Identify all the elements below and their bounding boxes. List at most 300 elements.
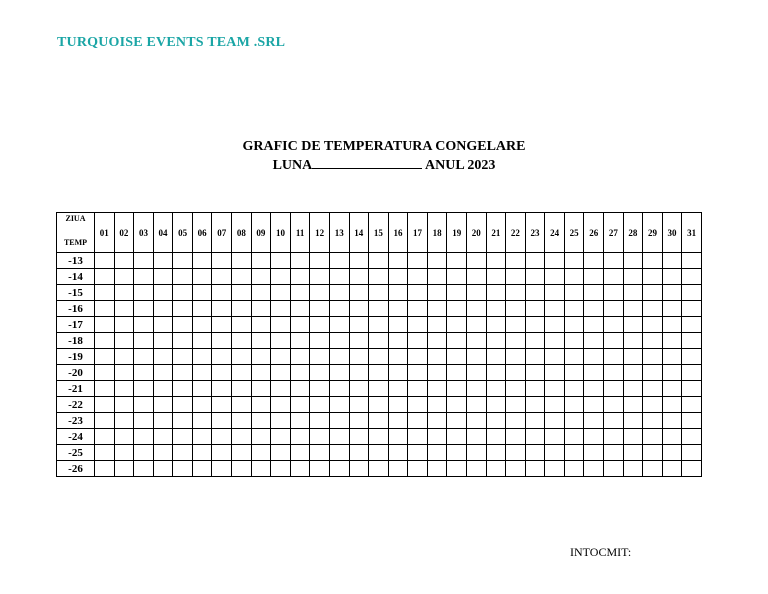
grid-cell[interactable] (212, 461, 232, 477)
grid-cell[interactable] (506, 301, 526, 317)
grid-cell[interactable] (114, 349, 134, 365)
grid-cell[interactable] (427, 461, 447, 477)
grid-cell[interactable] (584, 461, 604, 477)
grid-cell[interactable] (369, 381, 389, 397)
grid-cell[interactable] (623, 381, 643, 397)
grid-cell[interactable] (271, 285, 291, 301)
grid-cell[interactable] (682, 285, 702, 301)
grid-cell[interactable] (310, 269, 330, 285)
grid-cell[interactable] (427, 365, 447, 381)
grid-cell[interactable] (232, 301, 252, 317)
grid-cell[interactable] (290, 365, 310, 381)
grid-cell[interactable] (466, 333, 486, 349)
grid-cell[interactable] (408, 269, 428, 285)
grid-cell[interactable] (134, 461, 154, 477)
grid-cell[interactable] (682, 349, 702, 365)
grid-cell[interactable] (173, 285, 193, 301)
grid-cell[interactable] (114, 365, 134, 381)
grid-cell[interactable] (466, 253, 486, 269)
grid-cell[interactable] (564, 269, 584, 285)
grid-cell[interactable] (545, 429, 565, 445)
grid-cell[interactable] (114, 333, 134, 349)
grid-cell[interactable] (564, 445, 584, 461)
grid-cell[interactable] (388, 365, 408, 381)
grid-cell[interactable] (643, 301, 663, 317)
grid-cell[interactable] (232, 253, 252, 269)
grid-cell[interactable] (564, 317, 584, 333)
grid-cell[interactable] (604, 365, 624, 381)
grid-cell[interactable] (232, 269, 252, 285)
grid-cell[interactable] (271, 461, 291, 477)
grid-cell[interactable] (95, 445, 115, 461)
grid-cell[interactable] (408, 253, 428, 269)
grid-cell[interactable] (212, 365, 232, 381)
grid-cell[interactable] (232, 285, 252, 301)
grid-cell[interactable] (486, 349, 506, 365)
grid-cell[interactable] (447, 253, 467, 269)
grid-cell[interactable] (604, 349, 624, 365)
grid-cell[interactable] (643, 381, 663, 397)
grid-cell[interactable] (486, 253, 506, 269)
grid-cell[interactable] (251, 429, 271, 445)
grid-cell[interactable] (310, 253, 330, 269)
grid-cell[interactable] (623, 413, 643, 429)
grid-cell[interactable] (643, 429, 663, 445)
grid-cell[interactable] (525, 365, 545, 381)
grid-cell[interactable] (545, 365, 565, 381)
grid-cell[interactable] (682, 381, 702, 397)
grid-cell[interactable] (584, 349, 604, 365)
grid-cell[interactable] (134, 301, 154, 317)
grid-cell[interactable] (604, 269, 624, 285)
grid-cell[interactable] (525, 461, 545, 477)
grid-cell[interactable] (134, 269, 154, 285)
grid-cell[interactable] (212, 349, 232, 365)
grid-cell[interactable] (251, 285, 271, 301)
grid-cell[interactable] (564, 301, 584, 317)
grid-cell[interactable] (95, 365, 115, 381)
grid-cell[interactable] (427, 381, 447, 397)
grid-cell[interactable] (447, 301, 467, 317)
grid-cell[interactable] (232, 381, 252, 397)
grid-cell[interactable] (466, 397, 486, 413)
grid-cell[interactable] (329, 317, 349, 333)
grid-cell[interactable] (623, 317, 643, 333)
grid-cell[interactable] (447, 349, 467, 365)
grid-cell[interactable] (643, 445, 663, 461)
grid-cell[interactable] (369, 397, 389, 413)
grid-cell[interactable] (682, 253, 702, 269)
grid-cell[interactable] (643, 461, 663, 477)
grid-cell[interactable] (604, 333, 624, 349)
grid-cell[interactable] (447, 333, 467, 349)
grid-cell[interactable] (329, 269, 349, 285)
grid-cell[interactable] (545, 397, 565, 413)
grid-cell[interactable] (329, 253, 349, 269)
grid-cell[interactable] (525, 333, 545, 349)
grid-cell[interactable] (369, 301, 389, 317)
grid-cell[interactable] (251, 413, 271, 429)
grid-cell[interactable] (153, 461, 173, 477)
grid-cell[interactable] (153, 397, 173, 413)
grid-cell[interactable] (134, 429, 154, 445)
grid-cell[interactable] (662, 269, 682, 285)
grid-cell[interactable] (114, 445, 134, 461)
grid-cell[interactable] (290, 349, 310, 365)
grid-cell[interactable] (329, 333, 349, 349)
grid-cell[interactable] (271, 429, 291, 445)
grid-cell[interactable] (95, 285, 115, 301)
grid-cell[interactable] (662, 429, 682, 445)
grid-cell[interactable] (329, 429, 349, 445)
grid-cell[interactable] (486, 381, 506, 397)
grid-cell[interactable] (212, 429, 232, 445)
grid-cell[interactable] (408, 381, 428, 397)
grid-cell[interactable] (466, 445, 486, 461)
grid-cell[interactable] (251, 253, 271, 269)
grid-cell[interactable] (232, 365, 252, 381)
grid-cell[interactable] (251, 317, 271, 333)
grid-cell[interactable] (290, 317, 310, 333)
grid-cell[interactable] (506, 317, 526, 333)
grid-cell[interactable] (271, 317, 291, 333)
grid-cell[interactable] (271, 397, 291, 413)
grid-cell[interactable] (290, 445, 310, 461)
grid-cell[interactable] (134, 413, 154, 429)
grid-cell[interactable] (369, 413, 389, 429)
grid-cell[interactable] (369, 445, 389, 461)
grid-cell[interactable] (427, 269, 447, 285)
grid-cell[interactable] (369, 253, 389, 269)
grid-cell[interactable] (153, 413, 173, 429)
grid-cell[interactable] (134, 349, 154, 365)
grid-cell[interactable] (192, 381, 212, 397)
grid-cell[interactable] (506, 365, 526, 381)
grid-cell[interactable] (134, 445, 154, 461)
grid-cell[interactable] (643, 365, 663, 381)
grid-cell[interactable] (310, 349, 330, 365)
grid-cell[interactable] (486, 413, 506, 429)
grid-cell[interactable] (95, 413, 115, 429)
grid-cell[interactable] (153, 285, 173, 301)
grid-cell[interactable] (545, 253, 565, 269)
grid-cell[interactable] (310, 285, 330, 301)
grid-cell[interactable] (506, 269, 526, 285)
grid-cell[interactable] (369, 285, 389, 301)
grid-cell[interactable] (271, 349, 291, 365)
grid-cell[interactable] (584, 429, 604, 445)
grid-cell[interactable] (173, 381, 193, 397)
grid-cell[interactable] (290, 333, 310, 349)
grid-cell[interactable] (251, 381, 271, 397)
grid-cell[interactable] (545, 461, 565, 477)
grid-cell[interactable] (251, 349, 271, 365)
grid-cell[interactable] (369, 269, 389, 285)
grid-cell[interactable] (662, 445, 682, 461)
grid-cell[interactable] (349, 397, 369, 413)
grid-cell[interactable] (447, 365, 467, 381)
grid-cell[interactable] (192, 445, 212, 461)
grid-cell[interactable] (173, 413, 193, 429)
grid-cell[interactable] (643, 317, 663, 333)
grid-cell[interactable] (584, 413, 604, 429)
grid-cell[interactable] (329, 381, 349, 397)
grid-cell[interactable] (623, 269, 643, 285)
grid-cell[interactable] (643, 253, 663, 269)
grid-cell[interactable] (251, 269, 271, 285)
grid-cell[interactable] (466, 317, 486, 333)
grid-cell[interactable] (525, 445, 545, 461)
grid-cell[interactable] (525, 429, 545, 445)
grid-cell[interactable] (584, 269, 604, 285)
grid-cell[interactable] (349, 301, 369, 317)
grid-cell[interactable] (192, 285, 212, 301)
grid-cell[interactable] (427, 429, 447, 445)
grid-cell[interactable] (290, 269, 310, 285)
grid-cell[interactable] (349, 413, 369, 429)
grid-cell[interactable] (486, 285, 506, 301)
grid-cell[interactable] (662, 365, 682, 381)
grid-cell[interactable] (134, 397, 154, 413)
grid-cell[interactable] (584, 253, 604, 269)
grid-cell[interactable] (545, 349, 565, 365)
grid-cell[interactable] (212, 301, 232, 317)
grid-cell[interactable] (584, 365, 604, 381)
grid-cell[interactable] (134, 365, 154, 381)
grid-cell[interactable] (310, 317, 330, 333)
grid-cell[interactable] (212, 413, 232, 429)
grid-cell[interactable] (388, 429, 408, 445)
grid-cell[interactable] (427, 413, 447, 429)
grid-cell[interactable] (388, 381, 408, 397)
grid-cell[interactable] (662, 333, 682, 349)
grid-cell[interactable] (623, 333, 643, 349)
grid-cell[interactable] (408, 365, 428, 381)
grid-cell[interactable] (310, 301, 330, 317)
grid-cell[interactable] (486, 461, 506, 477)
grid-cell[interactable] (153, 445, 173, 461)
grid-cell[interactable] (545, 381, 565, 397)
grid-cell[interactable] (447, 269, 467, 285)
grid-cell[interactable] (388, 333, 408, 349)
grid-cell[interactable] (662, 301, 682, 317)
grid-cell[interactable] (232, 429, 252, 445)
grid-cell[interactable] (447, 445, 467, 461)
grid-cell[interactable] (408, 333, 428, 349)
grid-cell[interactable] (682, 269, 702, 285)
grid-cell[interactable] (486, 445, 506, 461)
grid-cell[interactable] (682, 397, 702, 413)
grid-cell[interactable] (173, 445, 193, 461)
grid-cell[interactable] (408, 317, 428, 333)
grid-cell[interactable] (114, 461, 134, 477)
grid-cell[interactable] (525, 381, 545, 397)
grid-cell[interactable] (427, 445, 447, 461)
grid-cell[interactable] (643, 285, 663, 301)
grid-cell[interactable] (271, 301, 291, 317)
grid-cell[interactable] (349, 253, 369, 269)
grid-cell[interactable] (682, 365, 702, 381)
grid-cell[interactable] (153, 333, 173, 349)
grid-cell[interactable] (114, 381, 134, 397)
grid-cell[interactable] (408, 397, 428, 413)
grid-cell[interactable] (486, 429, 506, 445)
grid-cell[interactable] (310, 333, 330, 349)
grid-cell[interactable] (604, 317, 624, 333)
grid-cell[interactable] (134, 253, 154, 269)
grid-cell[interactable] (682, 301, 702, 317)
grid-cell[interactable] (408, 429, 428, 445)
grid-cell[interactable] (506, 429, 526, 445)
grid-cell[interactable] (95, 269, 115, 285)
grid-cell[interactable] (153, 381, 173, 397)
grid-cell[interactable] (369, 365, 389, 381)
grid-cell[interactable] (604, 429, 624, 445)
grid-cell[interactable] (643, 413, 663, 429)
grid-cell[interactable] (369, 461, 389, 477)
grid-cell[interactable] (427, 397, 447, 413)
grid-cell[interactable] (310, 397, 330, 413)
grid-cell[interactable] (506, 397, 526, 413)
grid-cell[interactable] (408, 349, 428, 365)
grid-cell[interactable] (604, 301, 624, 317)
grid-cell[interactable] (466, 269, 486, 285)
grid-cell[interactable] (408, 285, 428, 301)
grid-cell[interactable] (408, 301, 428, 317)
grid-cell[interactable] (192, 317, 212, 333)
grid-cell[interactable] (251, 397, 271, 413)
grid-cell[interactable] (623, 285, 643, 301)
grid-cell[interactable] (604, 253, 624, 269)
grid-cell[interactable] (349, 349, 369, 365)
grid-cell[interactable] (584, 333, 604, 349)
grid-cell[interactable] (506, 253, 526, 269)
grid-cell[interactable] (408, 461, 428, 477)
grid-cell[interactable] (427, 285, 447, 301)
grid-cell[interactable] (486, 269, 506, 285)
grid-cell[interactable] (623, 349, 643, 365)
grid-cell[interactable] (604, 445, 624, 461)
grid-cell[interactable] (114, 285, 134, 301)
grid-cell[interactable] (212, 381, 232, 397)
grid-cell[interactable] (564, 461, 584, 477)
grid-cell[interactable] (95, 397, 115, 413)
grid-cell[interactable] (192, 301, 212, 317)
grid-cell[interactable] (525, 269, 545, 285)
grid-cell[interactable] (506, 349, 526, 365)
grid-cell[interactable] (388, 461, 408, 477)
grid-cell[interactable] (95, 301, 115, 317)
grid-cell[interactable] (447, 413, 467, 429)
grid-cell[interactable] (232, 461, 252, 477)
grid-cell[interactable] (173, 301, 193, 317)
grid-cell[interactable] (349, 381, 369, 397)
grid-cell[interactable] (623, 461, 643, 477)
grid-cell[interactable] (427, 349, 447, 365)
grid-cell[interactable] (584, 445, 604, 461)
grid-cell[interactable] (643, 397, 663, 413)
grid-cell[interactable] (212, 253, 232, 269)
grid-cell[interactable] (369, 333, 389, 349)
grid-cell[interactable] (329, 349, 349, 365)
grid-cell[interactable] (525, 413, 545, 429)
grid-cell[interactable] (564, 381, 584, 397)
grid-cell[interactable] (232, 413, 252, 429)
grid-cell[interactable] (388, 317, 408, 333)
grid-cell[interactable] (212, 285, 232, 301)
grid-cell[interactable] (604, 397, 624, 413)
grid-cell[interactable] (662, 349, 682, 365)
grid-cell[interactable] (310, 445, 330, 461)
grid-cell[interactable] (153, 365, 173, 381)
grid-cell[interactable] (564, 413, 584, 429)
grid-cell[interactable] (506, 381, 526, 397)
grid-cell[interactable] (95, 333, 115, 349)
grid-cell[interactable] (604, 461, 624, 477)
grid-cell[interactable] (525, 301, 545, 317)
grid-cell[interactable] (662, 461, 682, 477)
grid-cell[interactable] (506, 333, 526, 349)
grid-cell[interactable] (623, 397, 643, 413)
grid-cell[interactable] (153, 253, 173, 269)
grid-cell[interactable] (427, 317, 447, 333)
grid-cell[interactable] (349, 445, 369, 461)
grid-cell[interactable] (662, 253, 682, 269)
grid-cell[interactable] (682, 413, 702, 429)
grid-cell[interactable] (271, 413, 291, 429)
grid-cell[interactable] (427, 253, 447, 269)
grid-cell[interactable] (192, 333, 212, 349)
grid-cell[interactable] (192, 365, 212, 381)
grid-cell[interactable] (369, 349, 389, 365)
grid-cell[interactable] (447, 381, 467, 397)
grid-cell[interactable] (545, 317, 565, 333)
grid-cell[interactable] (643, 333, 663, 349)
grid-cell[interactable] (290, 429, 310, 445)
grid-cell[interactable] (153, 301, 173, 317)
grid-cell[interactable] (173, 461, 193, 477)
grid-cell[interactable] (251, 461, 271, 477)
grid-cell[interactable] (466, 381, 486, 397)
grid-cell[interactable] (525, 397, 545, 413)
grid-cell[interactable] (447, 285, 467, 301)
grid-cell[interactable] (329, 461, 349, 477)
grid-cell[interactable] (525, 285, 545, 301)
grid-cell[interactable] (506, 285, 526, 301)
grid-cell[interactable] (95, 349, 115, 365)
grid-cell[interactable] (584, 381, 604, 397)
grid-cell[interactable] (388, 301, 408, 317)
grid-cell[interactable] (545, 413, 565, 429)
grid-cell[interactable] (388, 269, 408, 285)
grid-cell[interactable] (271, 445, 291, 461)
grid-cell[interactable] (447, 429, 467, 445)
grid-cell[interactable] (271, 365, 291, 381)
grid-cell[interactable] (192, 429, 212, 445)
grid-cell[interactable] (506, 413, 526, 429)
grid-cell[interactable] (329, 365, 349, 381)
grid-cell[interactable] (251, 445, 271, 461)
grid-cell[interactable] (232, 317, 252, 333)
grid-cell[interactable] (388, 285, 408, 301)
grid-cell[interactable] (251, 365, 271, 381)
grid-cell[interactable] (173, 317, 193, 333)
grid-cell[interactable] (682, 461, 702, 477)
grid-cell[interactable] (349, 285, 369, 301)
grid-cell[interactable] (114, 269, 134, 285)
grid-cell[interactable] (388, 413, 408, 429)
grid-cell[interactable] (173, 253, 193, 269)
